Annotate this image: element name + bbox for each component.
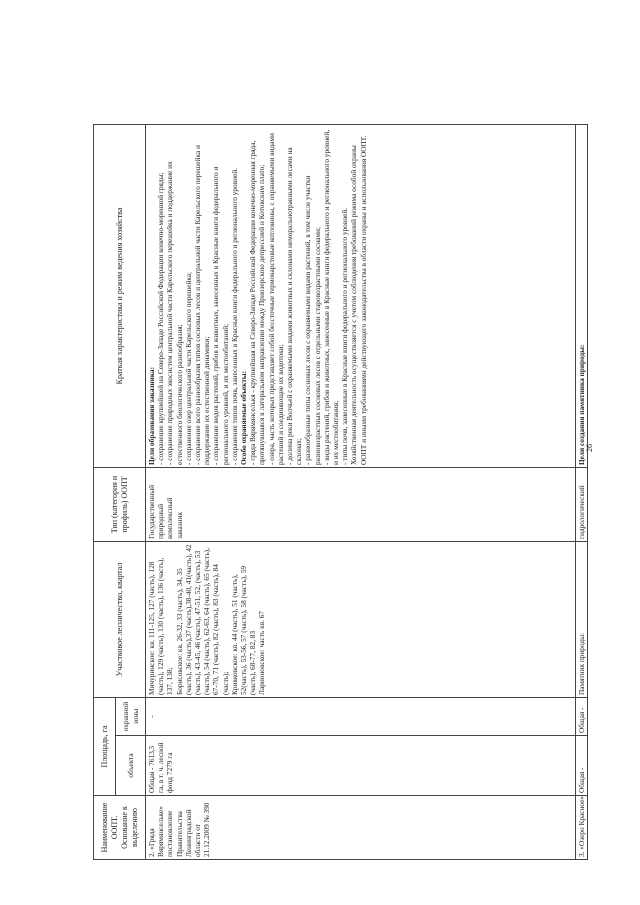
rotated-table-page xyxy=(93,125,608,860)
object-item: - типы почв, занесенные в Красные книги федерального и регионального уровней. xyxy=(340,207,350,465)
cell-description xyxy=(146,125,576,468)
cell-area-object: Общая - xyxy=(576,736,588,796)
header-type: Тип (категория и профиль) ООПТ xyxy=(94,468,146,542)
quarters-larionovskoe: Ларионовское: часть кв. 67 xyxy=(257,610,267,695)
goals-title: Цели образования заказника: xyxy=(147,366,156,465)
cell-type: Государственный природный комплексный заказник xyxy=(146,468,576,542)
cell-name: 3. «Озеро Красное» xyxy=(576,796,588,860)
header-quarters: Участковое лесничество, квартал xyxy=(94,542,146,698)
cell-type: гидрологический xyxy=(576,468,588,542)
cell-description: Цели создания памятника природы: xyxy=(576,125,588,468)
goal-item: - сохранение видов растений, грибов и животных, занесенных в Красные книги федерального и регионального уровней, и их местообитаний; xyxy=(211,166,230,465)
objects-title: Особо охраняемые объекты: xyxy=(239,370,249,465)
cell-area-object: Общая - 7613,5 га, в т. ч. лесной фонд 7279 га xyxy=(146,736,576,796)
goal-item: - сохранение природных экосистем центральной части Карельского перешейка и поддержание их естественного биологического разнообразия; xyxy=(165,161,184,465)
object-item: - озера, часть которых представляет собой бессточные термокарстовые котловины, с охраняемыми видами растений и соединяющие их водотоки; xyxy=(266,133,285,465)
oopt-table xyxy=(93,124,588,860)
header-area: Площадь, га xyxy=(94,698,116,796)
object-item: - долина реки Волчьей с охраняемыми видами животных и склонами неморальнотравными лесами на склонах; xyxy=(285,147,304,465)
cell-area-buffer: - xyxy=(146,698,576,736)
table-row xyxy=(146,125,576,860)
table-row xyxy=(576,125,588,860)
object-item: - гряда Вярямянселькя - крупнейшая на Северо-Западе Российской Федерации конечно-моренная гряда, протянувшаяся в латеральном направлении между Приозерскою депрессией и Котовским плато; xyxy=(248,140,267,465)
cell-area-buffer: Общая - xyxy=(576,698,588,736)
header-area-object: объекта xyxy=(116,736,146,796)
cell-quarters: Памятник природы: xyxy=(576,542,588,698)
quarters-borisovskoe: Борисовское: кв. 26-32, 33 (часть), 34, 35 (часть), 36 (часть),37 (часть),38-40, 41(часть), 42 (часть), 43-45, 46 (часть), 47-51, 52, (часть), 53 (часть), 54 (часть), 62-63, 64 (часть), 65 (часть), 67-70, 71 (часть), 82 (часть), 83 (часть), 84 (часть); xyxy=(174,544,230,695)
page-number: 26 xyxy=(585,444,594,452)
table-header-row xyxy=(94,125,116,860)
header-name: Наименование ООПТ. Основание к выделению xyxy=(94,796,146,860)
regime-text: Хозяйственная деятельность осуществляется с учетом соблюдения требований режима особой охраны ООПТ и иными требованиями действующего законодательства в области охраны и использования ООПТ. xyxy=(349,135,368,465)
goal-item: - сохранение крупнейшей на Северо-Западе Российской Федерации конечно-моренной гряды; xyxy=(156,172,166,465)
quarters-krivkovskoe: Кривковское: кв. 44 (часть), 51 (часть), 52(часть), 53-56, 57 (часть), 58 (часть), 59 (часть), 68-77, 82, 83 xyxy=(229,565,258,695)
object-item: - разнообразные типы сосновых лесов с охраняемыми видами растений, в том числе участки разновозрастных сосновых лесов с отдельными старовозрастными соснами; xyxy=(303,175,322,465)
goal-item: - сохранение всего разнообразия типов сосновых лесов и центральной части Карельского перешейка и поддержание их естественной динамики; xyxy=(193,145,212,465)
goal-item: - сохранение озер центральной части Карельского перешейка; xyxy=(183,271,193,465)
cell-name: 2. «Грядa Вярямянсельке» постановление Правительства Ленинградской области от 21.12.2009 № 390 xyxy=(146,796,576,860)
goal-item: - сохранение типов почв, занесенных в Красные книги федерального и регионального уровней. xyxy=(229,168,239,465)
quarters-michurinskoe: Мичуринское: кв. 111-125, 127 (часть), 128 (часть), 129 (часть), 130 (часть), 136 (часть), 137, 138; xyxy=(147,557,175,695)
cell-quarters xyxy=(146,542,576,698)
object-item: - виды растений, грибов и животных, занесенные в Красные книги федерального и регионального уровней, и их местообитания; xyxy=(321,129,341,465)
header-area-buffer: охранной зоны xyxy=(116,698,146,736)
header-description: Краткая характеристика и режим ведения хозяйства xyxy=(94,125,146,468)
